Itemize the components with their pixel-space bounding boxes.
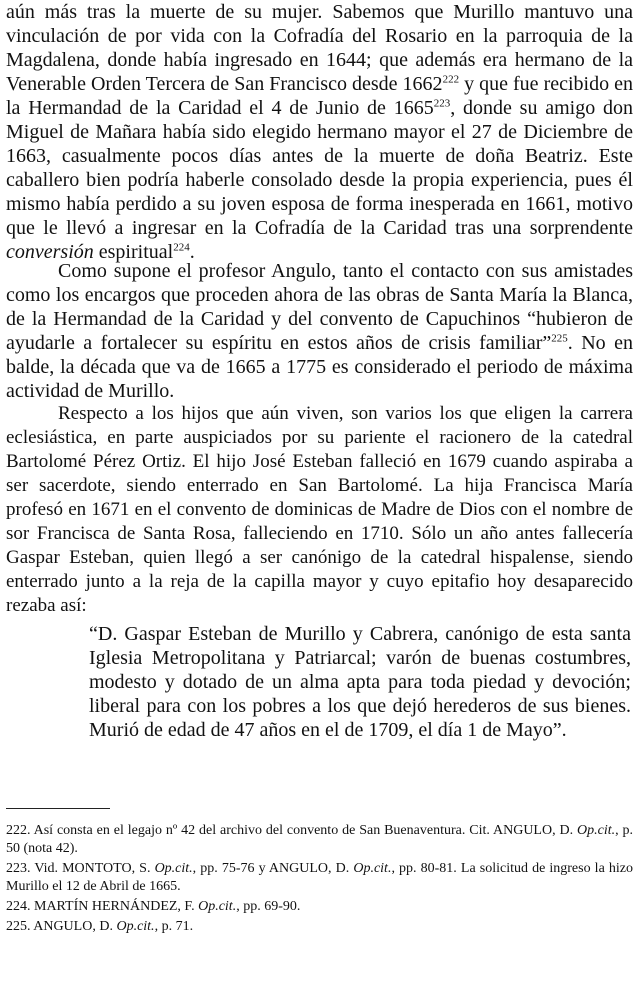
footnote-224-text-a: 224. MARTÍN HERNÁNDEZ, F. — [6, 899, 199, 914]
paragraph-1-text-d: espiritual — [93, 241, 174, 263]
paragraph-3: Respecto a los hijos que aún viven, son varios los que eligen la carrera eclesiástica, en parte auspiciados por su pariente el racionero de la catedral Bartolomé Pérez Ortiz. El hijo José Esteban falleció en 1679 cuando aspiraba a ser sacerdote, siendo enterrado en San Bartolomé. La hija Francisca María profesó en 1671 en el convento de dominicas de Madre de Dios con el nombre de sor Francisca de Santa Rosa, falleciendo en 1710. Sólo un año antes fallecería Gaspar Esteban, quien llegó a ser canónigo de la catedral hispalense, siendo enterrado junto a la reja de la capilla mayor y cuyo epitafio hoy desaparecido rezaba así: — [6, 403, 633, 616]
footnote-222-opcit: Op.cit. — [577, 823, 616, 838]
footnote-divider — [6, 808, 110, 809]
footnote-ref-225[interactable]: 225 — [551, 332, 568, 345]
footnote-222-text-a: 222. Así consta en el legajo nº 42 del archivo del convento de San Buenaventura. Cit. ANGULO, D. — [6, 823, 577, 838]
footnote-ref-224[interactable]: 224 — [173, 241, 190, 254]
paragraph-2 — [6, 259, 633, 403]
footnote-ref-222[interactable]: 222 — [442, 73, 460, 86]
footnote-224-opcit: Op.cit. — [198, 899, 237, 914]
footnote-225-opcit: Op.cit. — [116, 919, 155, 934]
footnote-223-opcit-2: Op.cit. — [353, 861, 392, 876]
footnote-223 — [6, 860, 633, 896]
paragraph-1-text-b: y que fue recibido en la Hermandad de la Caridad el 4 de Junio de 1665 — [6, 73, 633, 119]
paragraph-1-text-a: aún más tras la muerte de su mujer. Sabemos que Murillo mantuvo una vinculación de por vida con la Cofradía del Rosario en la parroquia de la Magdalena, donde había ingresado en 1644; que además era hermano de la Venerable Orden Tercera de San Francisco desde 1662 — [6, 1, 633, 95]
footnote-225 — [6, 918, 633, 936]
footnote-225-text-b: , p. 71. — [154, 919, 194, 934]
footnote-223-text-a: 223. Vid. MONTOTO, S. — [6, 861, 155, 876]
footnote-223-text-c: , pp. 80-81. La solicitud de ingreso la hizo Murillo el 12 de Abril de 1665. — [6, 861, 633, 894]
paragraph-1 — [6, 0, 633, 264]
paragraph-2-text-a: Como supone el profesor Angulo, tanto el contacto con sus amistades como los encargos que proceden ahora de las obras de Santa María la Blanca, de la Hermandad de la Caridad y del convento de Capuchinos “hubieron de ayudarle a fortalecer su espíritu en estos años de crisis familiar” — [6, 260, 633, 354]
footnote-222-text-b: , p. 50 (nota 42). — [6, 823, 634, 856]
footnote-223-opcit-1: Op.cit. — [154, 861, 193, 876]
footnote-224 — [6, 898, 633, 916]
footnote-222 — [6, 822, 633, 858]
footnote-223-text-b: , pp. 75-76 y ANGULO, D. — [192, 861, 354, 876]
epitaph-quote: “D. Gaspar Esteban de Murillo y Cabrera, canónigo de esta santa Iglesia Metropolitana y Patriarcal; varón de buenas costumbres, modesto y dotado de un alma apta para toda piedad y devoción; liberal para con los pobres a los que dejó herederos de sus bienes. Murió de edad de 47 años en el de 1709, el día 1 de Mayo”. — [89, 623, 631, 741]
footnote-225-text-a: 225. ANGULO, D. — [6, 919, 117, 934]
paragraph-1-text-c: , donde su amigo don Miguel de Mañara había sido elegido hermano mayor el 27 de Diciembre de 1663, casualmente pocos días antes de la muerte de doña Beatriz. Este caballero bien podría haberle consolado desde la propia experiencia, pues él mismo había perdido a su joven esposa de forma inesperada en 1661, motivo que le llevó a ingresar en la Cofradía de la Caridad tras una sorprendente — [6, 97, 634, 239]
footnote-ref-223[interactable]: 223 — [433, 97, 451, 110]
document-page — [6, 0, 633, 984]
paragraph-2-text-b: . No en balde, la década que va de 1665 a 1775 es considerado el periodo de máxima actividad de Murillo. — [6, 332, 633, 402]
emphasis-conversion: conversión — [6, 241, 94, 263]
paragraph-1-text-e: . — [189, 241, 195, 263]
footnote-224-text-b: , pp. 69-90. — [236, 899, 301, 914]
footnotes — [6, 822, 633, 938]
